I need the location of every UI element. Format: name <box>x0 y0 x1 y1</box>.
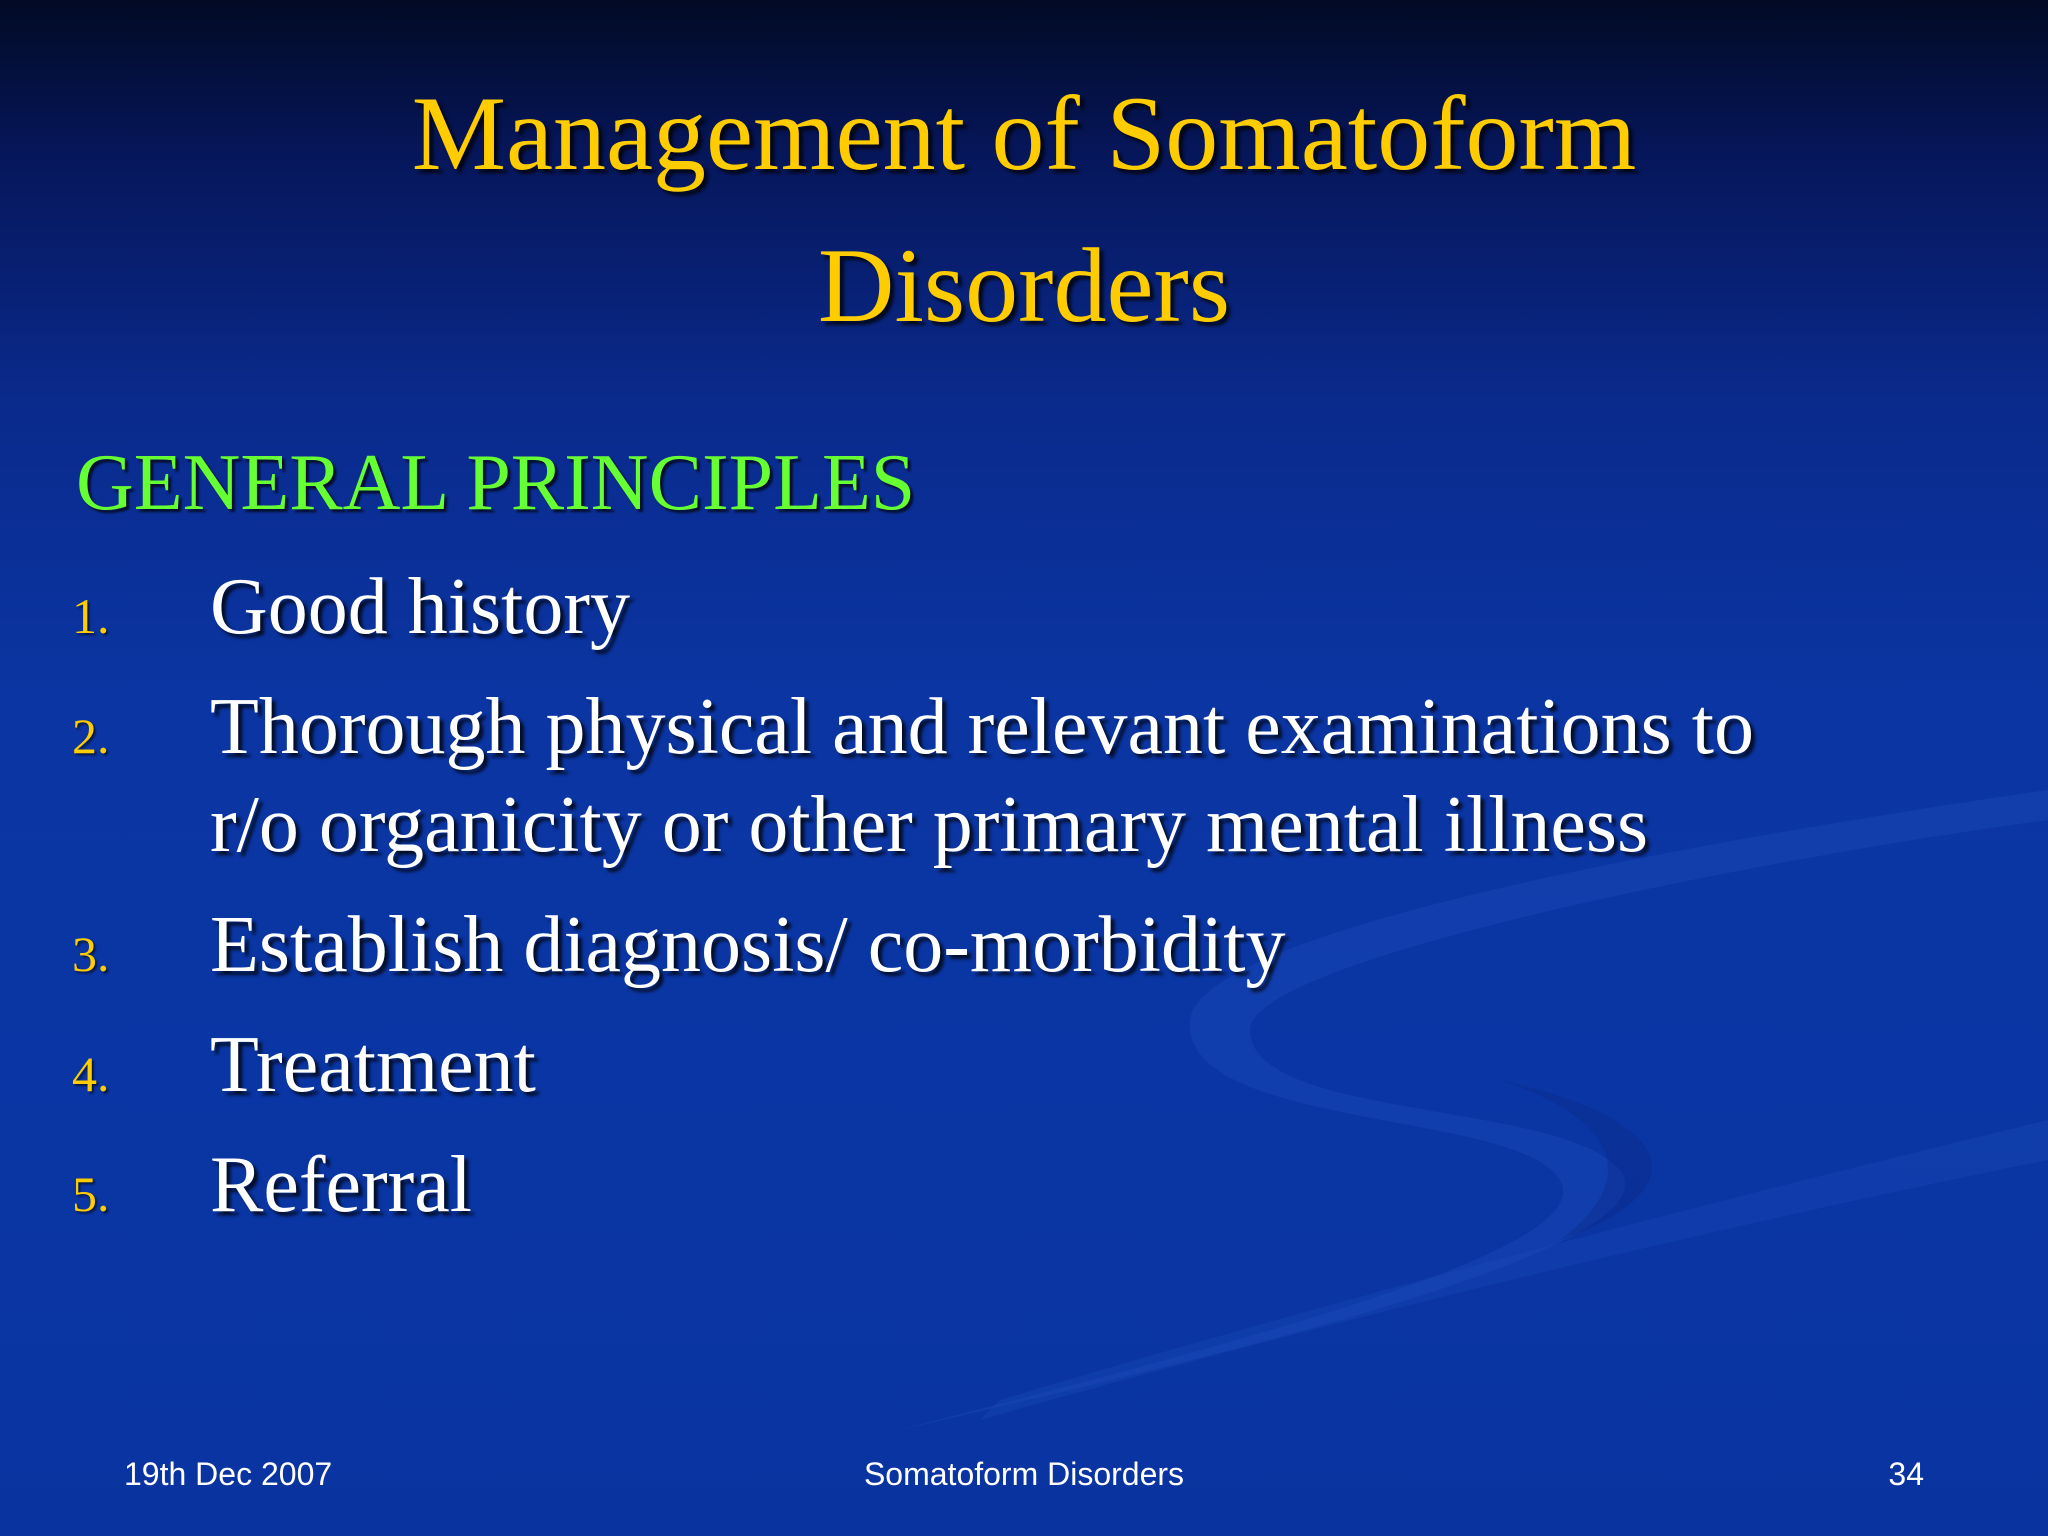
slide-title-line2: Disorders <box>817 227 1231 344</box>
slide-title-line1: Management of Somatoform <box>411 75 1637 192</box>
list-item-number: 3. <box>72 926 110 982</box>
list-item-text: Referral <box>210 1141 473 1229</box>
slide-number: 34 <box>1888 1456 1924 1492</box>
footer-date: 19th Dec 2007 <box>124 1456 333 1492</box>
list-item-text: Good history <box>210 563 630 651</box>
section-heading: GENERAL PRINCIPLES <box>76 439 916 527</box>
list-item-text-continuation: r/o organicity or other primary mental illness <box>210 781 1649 869</box>
list-item-text: Treatment <box>210 1021 536 1109</box>
list-item-number: 2. <box>72 708 110 764</box>
list-item-number: 4. <box>72 1046 110 1102</box>
list-item-number: 1. <box>72 588 110 644</box>
list-item-text: Establish diagnosis/ co-morbidity <box>210 901 1286 989</box>
footer-title: Somatoform Disorders <box>863 1456 1185 1492</box>
list-item-number: 5. <box>72 1166 110 1222</box>
list-item-text: Thorough physical and relevant examinations to <box>210 683 1755 771</box>
